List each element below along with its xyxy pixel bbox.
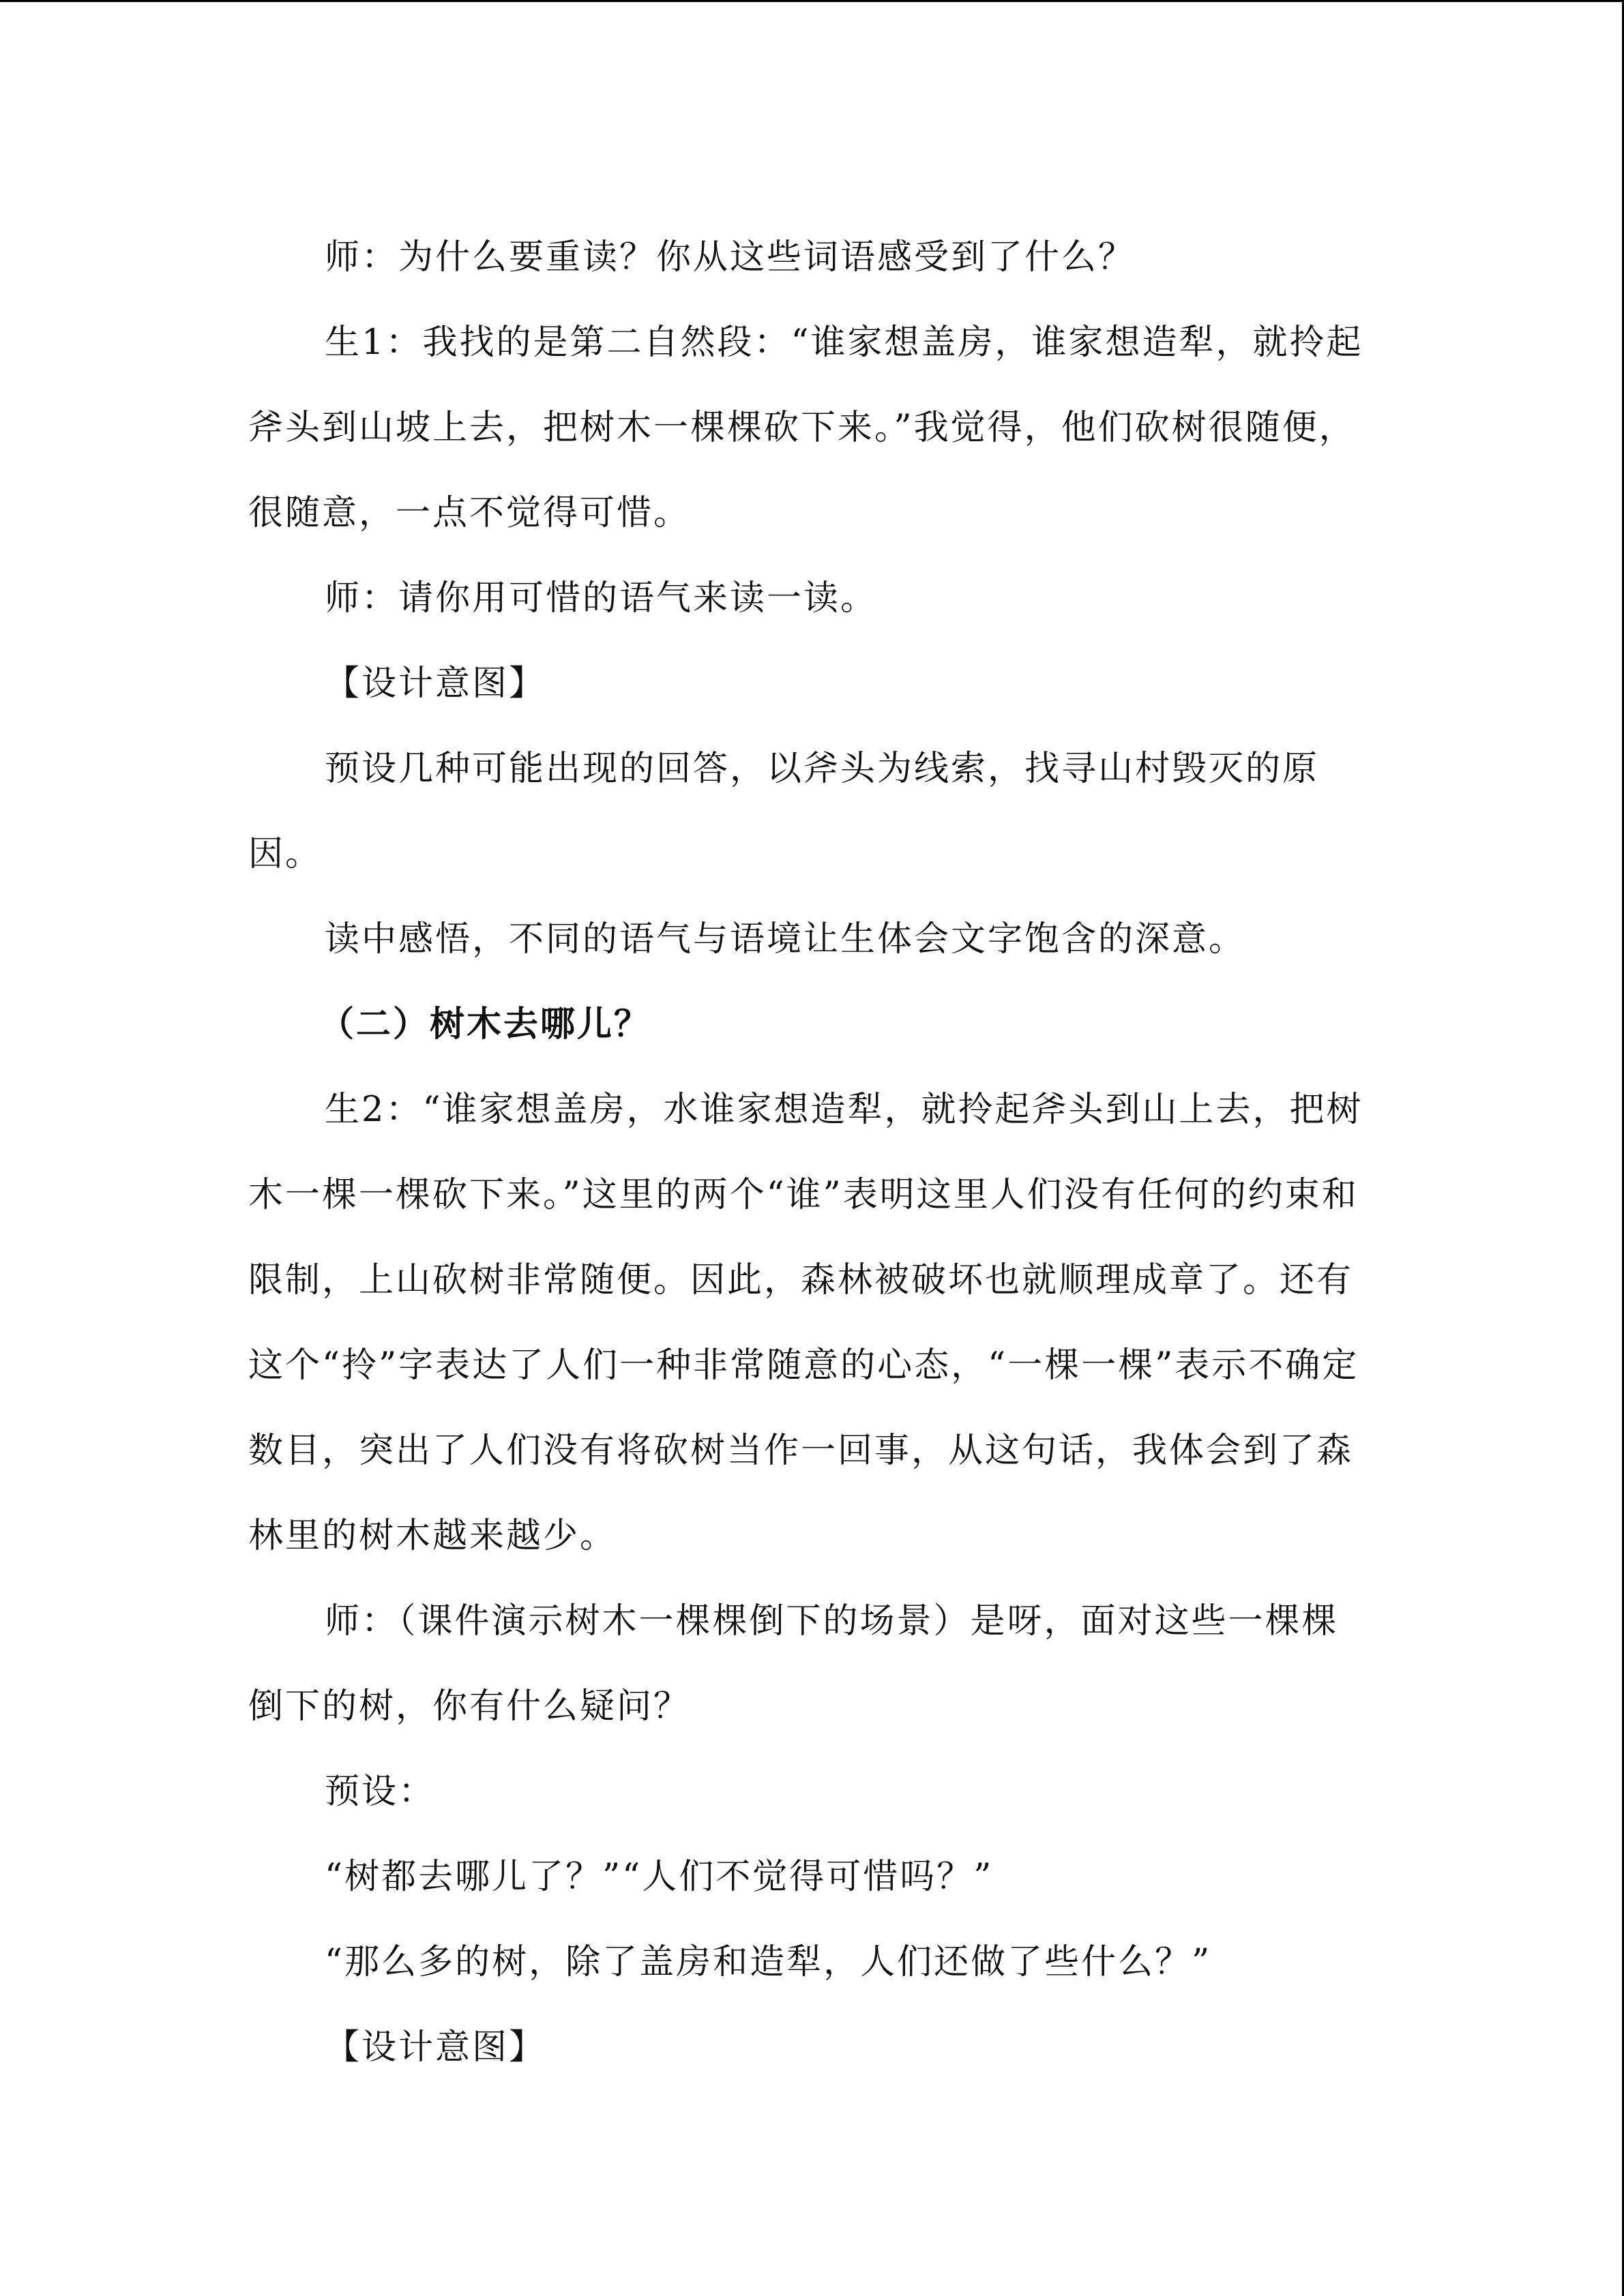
paragraph-design-intent-label-1: 【设计意图】 bbox=[325, 664, 546, 704]
document-body bbox=[248, 215, 1374, 2090]
paragraph-preset-questions-2: “那么多的树，除了盖房和造犁，人们还做了些什么？” bbox=[325, 1942, 1212, 1982]
paragraph-teacher-read-prompt: 师：请你用可惜的语气来读一读。 bbox=[325, 578, 878, 618]
paragraph-teacher-question: 师：为什么要重读？你从这些词语感受到了什么？ bbox=[325, 237, 1136, 278]
paragraph-preset-questions-1: “树都去哪儿了？”“人们不觉得可惜吗？” bbox=[325, 1857, 994, 1897]
paragraph-design-intent-1: 预设几种可能出现的回答，以斧头为线索，找寻山村毁灭的原因。 bbox=[248, 749, 1320, 874]
paragraph-student-1-answer: 生1：我找的是第二自然段：“谁家想盖房，谁家想造犁，就拎起斧头到山坡上去，把树木一棵棵砍下来。”我觉得，他们砍树很随便，很随意，一点不觉得可惜。 bbox=[248, 323, 1363, 533]
paragraph-design-intent-2: 读中感悟，不同的语气与语境让生体会文字饱含的深意。 bbox=[325, 919, 1246, 959]
paragraph-teacher-courseware: 师：（课件演示树木一棵棵倒下的场景）是呀，面对这些一棵棵倒下的树，你有什么疑问？ bbox=[248, 1601, 1339, 1727]
paragraph-preset-label: 预设： bbox=[325, 1772, 436, 1812]
paragraph-design-intent-label-2: 【设计意图】 bbox=[325, 2027, 546, 2068]
section-heading-where-trees-go: （二）树木去哪儿？ bbox=[319, 1004, 651, 1045]
paragraph-student-2-answer: 生2：“谁家想盖房，水谁家想造犁，就拎起斧头到山上去，把树木一棵一棵砍下来。”这里的两个“谁”表明这里人们没有任何的约束和限制，上山砍树非常随便。因此，森林被破坏也就顺理成章了。还有这个“拎”字表达了人们一种非常随意的心态，“一棵一棵”表示不确定数目，突出了人们没有将砍树当作一回事，从这句话，我体会到了森林里的树木越来越少。 bbox=[248, 1090, 1363, 1556]
